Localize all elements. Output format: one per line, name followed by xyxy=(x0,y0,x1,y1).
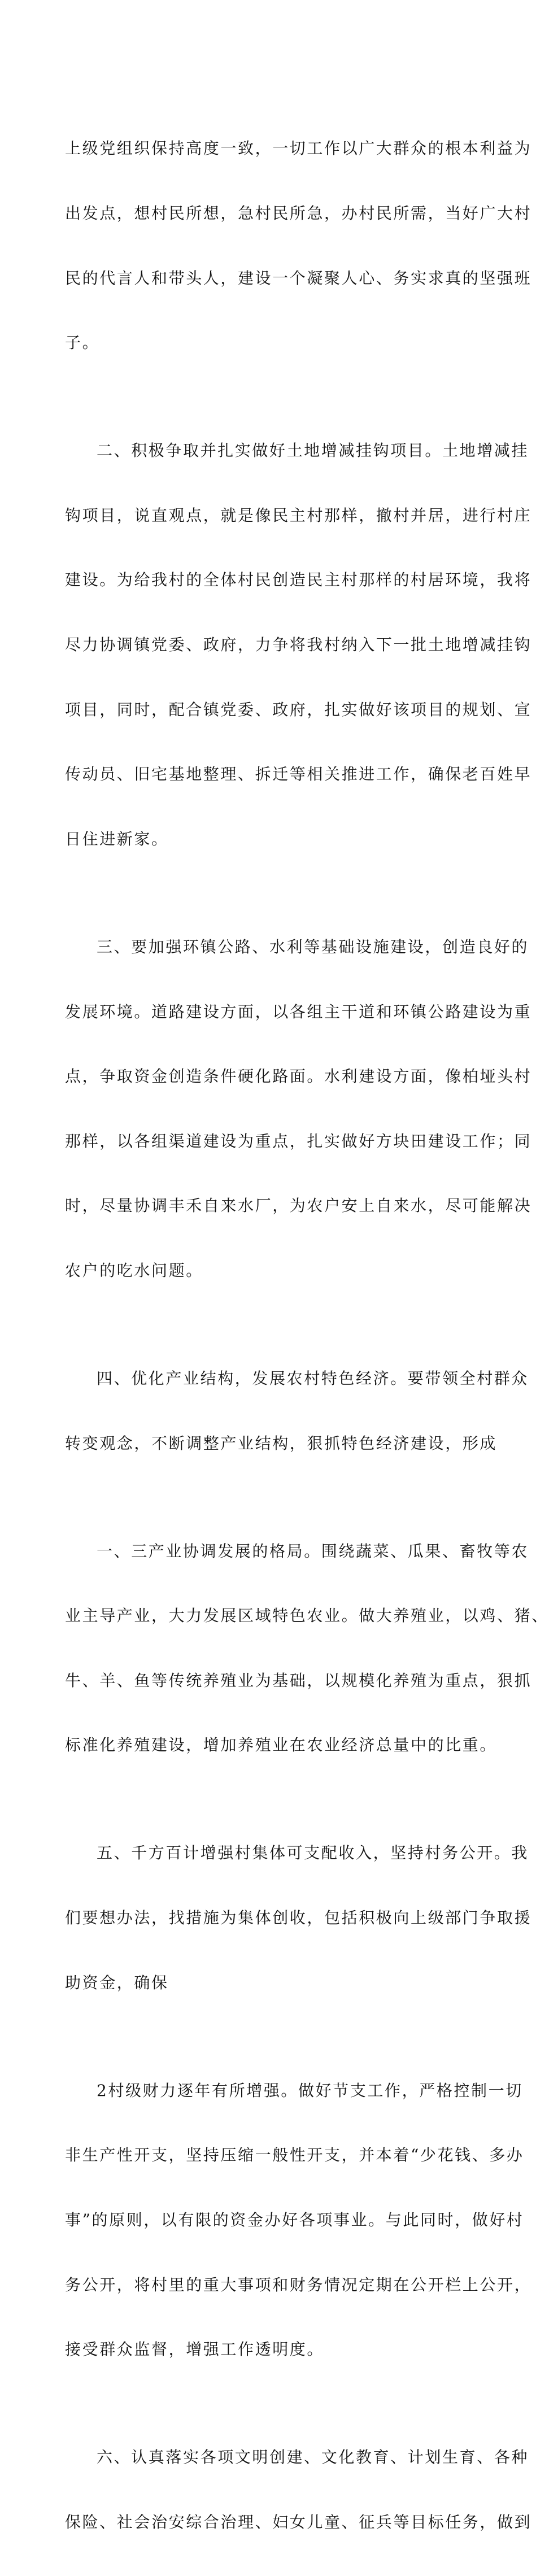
paragraph xyxy=(65,1325,529,1498)
text-line: 时，尽量协调丰禾自来水厂，为农户安上自来水，尽可能解决 xyxy=(65,1196,532,1215)
paragraph xyxy=(65,2037,532,2403)
text-line: 子。 xyxy=(65,333,100,352)
text-line: 农户的吃水问题。 xyxy=(65,1261,203,1280)
text-line: 钩项目，说直观点，就是像民主村那样，撤村并居，进行村庄 xyxy=(65,505,532,525)
text-line: 日住进新家。 xyxy=(65,829,169,848)
text-line: 二、积极争取并扎实做好土地增减挂钩项目。土地增减挂 xyxy=(97,441,529,460)
paragraph xyxy=(65,95,532,397)
text-line: 业主导产业，大力发展区域特色农业。做大养殖业，以鸡、猪、 xyxy=(65,1606,549,1625)
text-line: 点，争取资金创造条件硬化路面。水利建设方面，像柏垭头村 xyxy=(65,1067,532,1086)
text-line: 务公开，将村里的重大事项和财务情况定期在公开栏上公开， xyxy=(65,2275,532,2294)
text-line: 保险、社会治安综合治理、妇女儿童、征兵等目标任务，做到 xyxy=(65,2512,532,2531)
text-line: 一、三产业协调发展的格局。围绕蔬菜、瓜果、畜牧等农 xyxy=(97,1541,529,1561)
text-line: 牛、羊、鱼等传统养殖业为基础，以规模化养殖为重点，狠抓 xyxy=(65,1671,532,1690)
text-line: 转变观念，不断调整产业结构，狠抓特色经济建设，形成 xyxy=(65,1433,498,1453)
text-line: 三、要加强环镇公路、水利等基础设施建设，创造良好的 xyxy=(97,937,529,956)
text-line: 上级党组织保持高度一致，一切工作以广大群众的根本利益为 xyxy=(65,139,532,158)
text-line: 出发点，想村民所想，急村民所急，办村民所需，当好广大村 xyxy=(65,204,532,223)
text-line: 项目，同时，配合镇党委、政府，扎实做好该项目的规划、宣 xyxy=(65,700,532,719)
text-line: 四、优化产业结构，发展农村特色经济。要带领全村群众 xyxy=(97,1368,529,1388)
text-line: 五、千方百计增强村集体可支配收入，坚持村务公开。我 xyxy=(97,1843,529,1863)
text-line: 发展环境。道路建设方面，以各组主干道和环镇公路建设为重 xyxy=(65,1002,532,1021)
text-line: 接受群众监督，增强工作透明度。 xyxy=(65,2340,325,2359)
text-line: 2村级财力逐年有所增强。做好节支工作，严格控制一切 xyxy=(97,2081,523,2100)
text-line: 那样，以各组渠道建设为重点，扎实做好方块田建设工作；同 xyxy=(65,1131,532,1150)
text-line: 标准化养殖建设，增加养殖业在农业经济总量中的比重。 xyxy=(65,1736,498,1755)
text-line: 事”的原则，以有限的资金办好各项事业。与此同时，做好村 xyxy=(65,2210,524,2229)
text-line: 尽力协调镇党委、政府，力争将我村纳入下一批土地增减挂钩 xyxy=(65,635,532,655)
text-line: 们要想办法，找措施为集体创收，包括积极向上级部门争取援 xyxy=(65,1908,532,1928)
paragraph xyxy=(65,2404,532,2576)
text-line: 六、认真落实各项文明创建、文化教育、计划生育、各种 xyxy=(97,2448,529,2467)
paragraph xyxy=(65,893,532,1325)
text-line: 非生产性开支，坚持压缩一般性开支，并本着“少花钱、多办 xyxy=(65,2146,524,2165)
text-line: 建设。为给我村的全体村民创造民主村那样的村居环境，我将 xyxy=(65,570,532,590)
text-line: 传动员、旧宅基地整理、拆迁等相关推进工作，确保老百姓早 xyxy=(65,765,532,784)
document-body xyxy=(65,95,549,2576)
paragraph xyxy=(65,1497,549,1799)
text-line: 助资金，确保 xyxy=(65,1973,169,1992)
paragraph xyxy=(65,1799,532,2037)
text-line: 民的代言人和带头人，建设一个凝聚人心、务实求真的坚强班 xyxy=(65,268,532,287)
paragraph xyxy=(65,397,532,893)
